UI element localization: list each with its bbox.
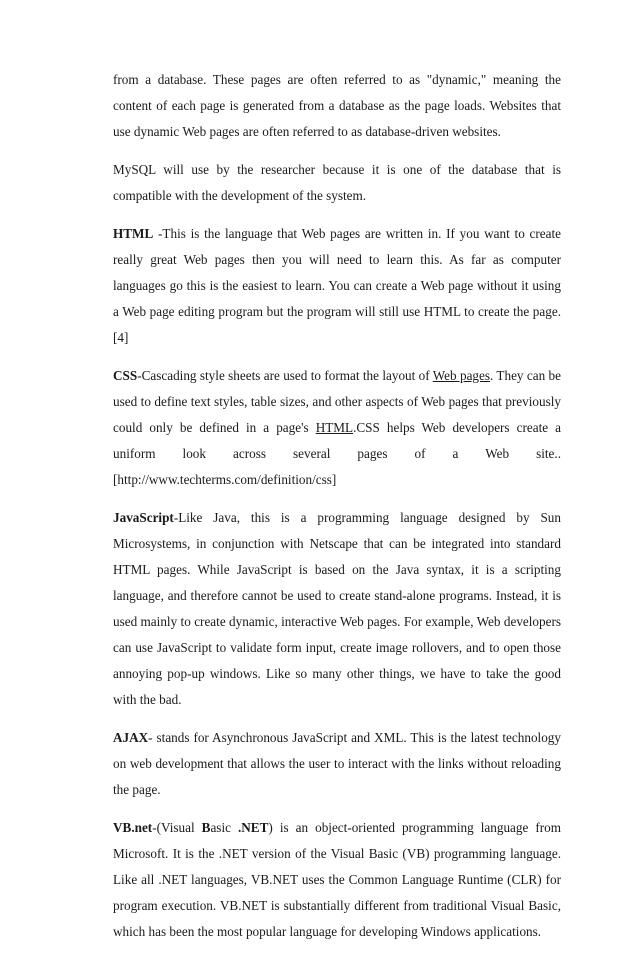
paragraph-text: -Cascading style sheets are used to format the layout of bbox=[137, 368, 433, 383]
paragraph-text: asic bbox=[210, 820, 238, 835]
paragraph-mysql bbox=[113, 157, 561, 209]
term-javascript: JavaScript bbox=[113, 510, 174, 525]
paragraph-text: - stands for Asynchronous JavaScript and XML. This is the latest technology on web development that allows the user to interact with the links without reloading the page. bbox=[113, 730, 561, 797]
paragraph-javascript bbox=[113, 505, 561, 713]
paragraph-text: from a database. These pages are often referred to as "dynamic," meaning the content of each page is generated from a database as the page loads. Websites that use dynamic Web pages are often referred to as database-driven websites. bbox=[113, 72, 561, 139]
paragraph-text: MySQL will use by the researcher because it is one of the database that is compatible with the development of the system. bbox=[113, 162, 561, 203]
document-page bbox=[113, 67, 561, 957]
paragraph-html bbox=[113, 221, 561, 351]
term-vbnet: VB.net bbox=[113, 820, 153, 835]
paragraph-text: . They can be used to define text styles, table sizes, and other aspects of Web pages that previously could only be defined in a page's bbox=[113, 368, 561, 435]
paragraph-text: -Like Java, this is a programming language designed by Sun Microsystems, in conjunction with Netscape that can be integrated into standard HTML pages. While JavaScript is based on the Java syntax, it is a scripting language, and therefore cannot be used to create stand-alone programs. Instead, it is used mainly to create dynamic, interactive Web pages. For example, Web developers can use JavaScript to validate form input, create image rollovers, and to open those annoying pop-up windows. Like so many other things, we have to take the good with the bad. bbox=[113, 510, 561, 707]
term-css: CSS bbox=[113, 368, 138, 383]
paragraph-dynamic-pages bbox=[113, 67, 561, 145]
paragraph-text: -This is the language that Web pages are written in. If you want to create really great Web pages then you will need to learn this. As far as computer languages go this is the easiest to learn. You can create a Web page without it using a Web page editing program but the program will still use HTML to create the page. [4] bbox=[113, 226, 561, 345]
paragraph-text: .CSS helps Web developers create a uniform look across several pages of a Web site..[http://www.techterms.com/definition/css] bbox=[113, 420, 562, 487]
term-net: .NET bbox=[237, 820, 269, 835]
paragraph-css bbox=[113, 363, 561, 493]
term-ajax: AJAX bbox=[113, 730, 149, 745]
paragraph-text: -(Visual bbox=[152, 820, 202, 835]
link-html[interactable]: HTML bbox=[315, 420, 354, 435]
term-html: HTML bbox=[113, 226, 154, 241]
link-web-pages[interactable]: Web pages bbox=[432, 368, 491, 383]
paragraph-ajax bbox=[113, 725, 561, 803]
paragraph-text: ) is an object-oriented programming language from Microsoft. It is the .NET version of the Visual Basic (VB) programming language. Like all .NET languages, VB.NET uses the Common Language Runtime (CLR) for program execution. VB.NET is substantially different from traditional Visual Basic, which has been the most popular language for developing Windows applications. bbox=[113, 820, 561, 939]
paragraph-vbnet bbox=[113, 815, 561, 945]
term-b: B bbox=[201, 820, 211, 835]
